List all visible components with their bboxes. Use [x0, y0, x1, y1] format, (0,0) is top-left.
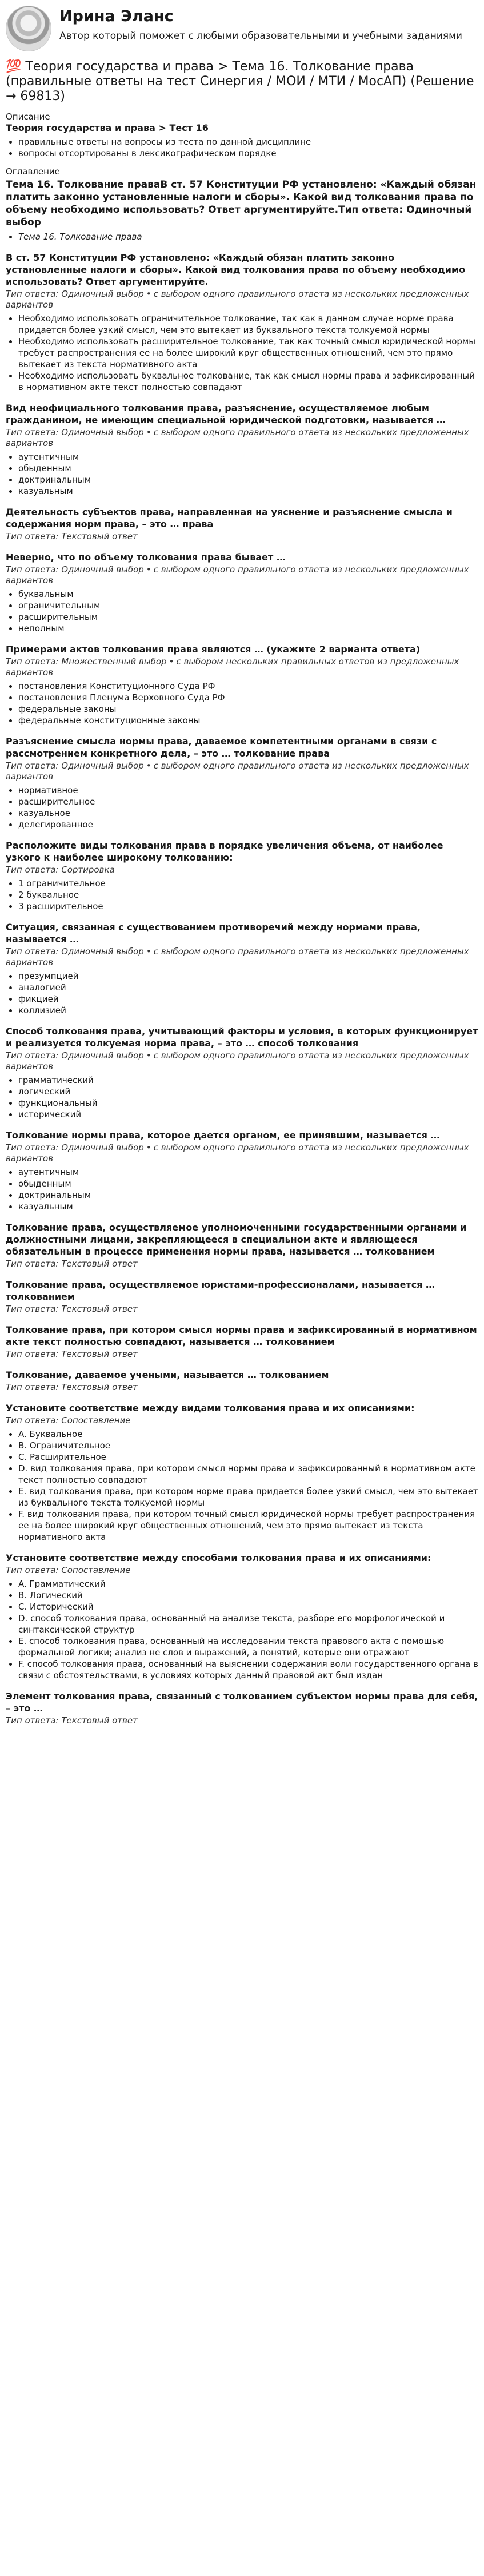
- question-text: Толкование права, осуществляемое уполномоченными государственными органами и должностными лицами, закрепляющееся в специальном акте и являющееся обязательным в процессе применения нормы права, называется … толкованием: [6, 1222, 467, 1257]
- option-item: • A. Буквальное: [18, 1428, 478, 1440]
- question-text: Примерами актов толкования права являются … (укажите 2 варианта ответа): [6, 644, 421, 655]
- answer-type-note: с выбором одного правильного ответа из нескольких предложенных вариантов: [6, 946, 469, 968]
- question-text: Расположите виды толкования права в порядке увеличения объема, от наиболее узкого к наиболее широкому толкованию:: [6, 840, 443, 863]
- answer-type-value: Сопоставление: [61, 1565, 131, 1575]
- question-block: [6, 1221, 478, 1269]
- bullet-separator-icon: •: [146, 427, 151, 437]
- options-list: [6, 313, 478, 393]
- option-item: • аутентичным: [18, 451, 478, 463]
- option-item: • федеральные конституционные законы: [18, 715, 478, 726]
- option-item: • доктринальным: [18, 474, 478, 485]
- question-text: Разъяснение смысла нормы права, даваемое компетентными органами в связи с рассмотрением конкретного дела, – это … толкование права: [6, 736, 437, 759]
- answer-type-label: Тип ответа:: [6, 865, 59, 875]
- answer-type-note: с выбором одного правильного ответа из нескольких предложенных вариантов: [6, 289, 469, 310]
- question-text: Способ толкования права, учитывающий факторы и условия, в которых функционирует и реализуется толкуемая норма права, – это … способ толкования: [6, 1026, 478, 1049]
- option-item: • Необходимо использовать расширительное толкование, так как точный смысл юридической нормы требует распространения ее на более широкий круг общественных отношений, чем это прямо вытекает из текста нормативного акта: [18, 336, 478, 370]
- answer-type: [6, 531, 478, 542]
- options-list: [6, 878, 478, 912]
- bullet-separator-icon: •: [146, 946, 151, 957]
- answer-type-note: с выбором одного правильного ответа из нескольких предложенных вариантов: [6, 1050, 469, 1072]
- option-item: • D. способ толкования права, основанный на анализе текста, разборе его морфологической и синтаксической структур: [18, 1613, 478, 1635]
- question-block: [6, 921, 478, 1016]
- answer-type-label: Тип ответа:: [6, 1050, 59, 1061]
- question-block: [6, 735, 478, 830]
- question-text: В ст. 57 Конституции РФ установлено: «Каждый обязан платить законно установленные налоги и сборы». Какой вид толкования права по объему необходимо использовать? Ответ аргументируйте.: [6, 252, 466, 287]
- answer-type-value: Сортировка: [61, 865, 115, 875]
- option-item: • казуальным: [18, 1201, 478, 1212]
- page-title: 💯 Теория государства и права > Тема 16. Толкование права (правильные ответы на тест Синергия / МОИ / МТИ / МосАП) (Решение → 69813): [6, 59, 474, 103]
- bullet-separator-icon: •: [146, 761, 151, 771]
- bullet-separator-icon: •: [169, 656, 174, 667]
- question-block: [6, 1402, 478, 1543]
- option-item: • расширительным: [18, 611, 478, 623]
- answer-type-label: Тип ответа:: [6, 427, 59, 437]
- answer-type: [6, 946, 478, 968]
- answer-type-value: Одиночный выбор: [61, 427, 144, 437]
- question-block: [6, 1552, 478, 1681]
- option-item: • C. Исторический: [18, 1601, 478, 1613]
- options-list: [6, 680, 478, 726]
- answer-type-value: Сопоставление: [61, 1415, 131, 1426]
- answer-type: [6, 1349, 478, 1360]
- answer-type: [6, 1259, 478, 1269]
- options-list: [6, 785, 478, 830]
- option-item: • функциональный: [18, 1097, 478, 1109]
- options-list: [6, 588, 478, 634]
- answer-type-label: Тип ответа:: [6, 1142, 59, 1153]
- options-list: [6, 451, 478, 497]
- answer-type-value: Текстовый ответ: [61, 1304, 138, 1314]
- answer-type: [6, 427, 478, 449]
- description-heading: Теория государства и права > Тест 16: [6, 122, 209, 133]
- answer-type-value: Одиночный выбор: [61, 564, 144, 575]
- question-block: [6, 1025, 478, 1120]
- bullet-separator-icon: •: [146, 564, 151, 575]
- answer-type: [6, 564, 478, 586]
- question-block: [6, 551, 478, 634]
- answer-type-value: Текстовый ответ: [61, 1349, 138, 1359]
- option-item: • 3 расширительное: [18, 901, 478, 912]
- answer-type-label: Тип ответа:: [6, 656, 59, 667]
- option-item: • буквальным: [18, 588, 478, 600]
- question-text: Установите соответствие между способами толкования права и их описаниями:: [6, 1552, 431, 1563]
- question-block: [6, 252, 478, 393]
- option-item: • аутентичным: [18, 1166, 478, 1178]
- option-item: • казуальное: [18, 807, 478, 819]
- question-block: [6, 839, 478, 912]
- avatar[interactable]: [6, 6, 51, 51]
- option-item: • казуальным: [18, 485, 478, 497]
- answer-type-label: Тип ответа:: [6, 289, 59, 299]
- options-list: [6, 1578, 478, 1681]
- answer-type-value: Множественный выбор: [61, 656, 167, 667]
- option-item: • D. вид толкования права, при котором смысл нормы права и зафиксированный в нормативном акте текст полностью совпадают: [18, 1463, 478, 1486]
- description-item: • правильные ответы на вопросы из теста по данной дисциплине: [18, 136, 478, 148]
- answer-type: [6, 1304, 478, 1315]
- option-item: • обыденным: [18, 463, 478, 474]
- answer-type: [6, 289, 478, 310]
- option-item: • нормативное: [18, 785, 478, 796]
- answer-type-label: Тип ответа:: [6, 1715, 59, 1726]
- option-item: • E. вид толкования права, при котором норме права придается более узкий смысл, чем это вытекает из буквального текста толкуемой нормы: [18, 1486, 478, 1508]
- answer-type-value: Текстовый ответ: [61, 1259, 138, 1269]
- bullet-separator-icon: •: [146, 1050, 151, 1061]
- option-item: • B. Ограничительное: [18, 1440, 478, 1451]
- question-text: Неверно, что по объему толкования права бывает …: [6, 552, 286, 563]
- question-text: Толкование нормы права, которое дается органом, ее принявшим, называется …: [6, 1130, 440, 1141]
- bullet-separator-icon: •: [146, 289, 151, 299]
- option-item: • Необходимо использовать ограничительное толкование, так как в данном случае норме права придается более узкий смысл, чем это вытекает из буквального текста толкуемой нормы: [18, 313, 478, 336]
- question-text: Толкование права, при котором смысл нормы права и зафиксированный в нормативном акте текст полностью совпадают, называется … толкованием: [6, 1324, 477, 1347]
- answer-type-note: с выбором одного правильного ответа из нескольких предложенных вариантов: [6, 564, 469, 586]
- answer-type-label: Тип ответа:: [6, 1565, 59, 1575]
- answer-type-label: Тип ответа:: [6, 1349, 59, 1359]
- questions-list: [6, 252, 478, 1726]
- option-item: • B. Логический: [18, 1590, 478, 1601]
- option-item: • делегированное: [18, 819, 478, 830]
- answer-type-value: Одиночный выбор: [61, 1050, 144, 1061]
- answer-type-label: Тип ответа:: [6, 1382, 59, 1392]
- options-list: [6, 1428, 478, 1543]
- question-block: [6, 643, 478, 726]
- question-block: [6, 402, 478, 497]
- option-item: • аналогией: [18, 982, 478, 993]
- bullet-separator-icon: •: [146, 1142, 151, 1153]
- answer-type-label: Тип ответа:: [6, 1304, 59, 1314]
- answer-type-label: Тип ответа:: [6, 564, 59, 575]
- options-list: [6, 970, 478, 1016]
- toc-list: [6, 231, 478, 242]
- option-item: • F. вид толкования права, при котором точный смысл юридической нормы требует распространения ее на более широкий круг общественных отношений, чем это прямо вытекает из текста нормативного акта: [18, 1508, 478, 1543]
- option-item: • A. Грамматический: [18, 1578, 478, 1590]
- option-item: • логический: [18, 1086, 478, 1097]
- answer-type-value: Одиночный выбор: [61, 761, 144, 771]
- answer-type-value: Текстовый ответ: [61, 1382, 138, 1392]
- answer-type: [6, 1142, 478, 1164]
- option-item: • ограничительным: [18, 600, 478, 611]
- question-block: [6, 506, 478, 542]
- answer-type-label: Тип ответа:: [6, 761, 59, 771]
- question-text: Вид неофициального толкования права, разъяснение, осуществляемое любым гражданином, не имеющим специальной юридической подготовки, называется …: [6, 403, 446, 425]
- answer-type: [6, 1050, 478, 1072]
- answer-type-label: Тип ответа:: [6, 1415, 59, 1426]
- option-item: • Необходимо использовать буквальное толкование, так как смысл нормы права и зафиксированный в нормативном акте текст полностью совпадают: [18, 370, 478, 393]
- answer-type-label: Тип ответа:: [6, 1259, 59, 1269]
- answer-type-note: с выбором одного правильного ответа из нескольких предложенных вариантов: [6, 427, 469, 448]
- answer-type-label: Тип ответа:: [6, 946, 59, 957]
- answer-type-value: Текстовый ответ: [61, 531, 138, 542]
- description-item: • вопросы отсортированы в лексикографическом порядке: [18, 148, 478, 159]
- question-text: Толкование, даваемое учеными, называется … толкованием: [6, 1369, 329, 1380]
- option-item: • C. Расширительное: [18, 1451, 478, 1463]
- question-text: Деятельность субъектов права, направленная на уяснение и разъяснение смысла и содержания норм права, – это … права: [6, 507, 453, 529]
- option-item: • фикцией: [18, 993, 478, 1005]
- option-item: • 1 ограничительное: [18, 878, 478, 889]
- question-text: Толкование права, осуществляемое юристами-профессионалами, называется … толкованием: [6, 1279, 435, 1302]
- option-item: • постановления Конституционного Суда РФ: [18, 680, 478, 692]
- options-list: [6, 1074, 478, 1120]
- question-text: Элемент толкования права, связанный с толкованием субъектом нормы права для себя, – это …: [6, 1691, 478, 1714]
- answer-type-note: с выбором одного правильного ответа из нескольких предложенных вариантов: [6, 1142, 469, 1164]
- option-item: • постановления Пленума Верховного Суда РФ: [18, 692, 478, 703]
- answer-type-value: Одиночный выбор: [61, 946, 144, 957]
- toc-item[interactable]: • Тема 16. Толкование права: [18, 231, 478, 242]
- answer-type: [6, 865, 478, 875]
- option-item: • обыденным: [18, 1178, 478, 1189]
- description-label: Описание: [6, 112, 50, 122]
- option-item: • неполным: [18, 623, 478, 634]
- options-list: [6, 1166, 478, 1212]
- answer-type-value: Одиночный выбор: [61, 1142, 144, 1153]
- option-item: • E. способ толкования права, основанный на исследовании текста правового акта с помощью формальной логики; анализ не слов и выражений, а понятий, которые они отражают: [18, 1635, 478, 1658]
- answer-type-note: с выбором одного правильного ответа из нескольких предложенных вариантов: [6, 761, 469, 782]
- answer-type: [6, 1382, 478, 1393]
- option-item: • расширительное: [18, 796, 478, 807]
- question-block: [6, 1324, 478, 1360]
- answer-type-value: Текстовый ответ: [61, 1715, 138, 1726]
- question-block: [6, 1690, 478, 1726]
- option-item: • федеральные законы: [18, 703, 478, 715]
- option-item: • грамматический: [18, 1074, 478, 1086]
- question-block: [6, 1129, 478, 1212]
- option-item: • презумпцией: [18, 970, 478, 982]
- toc-label: Оглавление: [6, 166, 60, 177]
- answer-type: [6, 1565, 478, 1576]
- author-name[interactable]: Ирина Эланс: [59, 7, 174, 25]
- answer-type-note: с выбором нескольких правильных ответов из предложенных вариантов: [6, 656, 459, 678]
- toc-title: Тема 16. Толкование праваВ ст. 57 Конституции РФ установлено: «Каждый обязан платить законно установленные налоги и сборы». Какой вид толкования права по объему необходимо использовать? Ответ аргументируйте.Тип ответа: Одиночный выбор: [6, 179, 477, 228]
- description-list: [6, 136, 478, 159]
- answer-type: [6, 656, 478, 678]
- question-text: Установите соответствие между видами толкования права и их описаниями:: [6, 1403, 415, 1414]
- author-card: [6, 0, 478, 51]
- question-block: [6, 1279, 478, 1315]
- answer-type: [6, 1415, 478, 1426]
- option-item: • доктринальным: [18, 1189, 478, 1201]
- option-item: • коллизией: [18, 1005, 478, 1016]
- answer-type: [6, 1715, 478, 1726]
- question-text: Ситуация, связанная с существованием противоречий между нормами права, называется …: [6, 922, 421, 945]
- option-item: • 2 буквальное: [18, 889, 478, 901]
- answer-type: [6, 761, 478, 782]
- author-info: [59, 6, 462, 43]
- option-item: • F. способ толкования права, основанный на выяснении содержания воли государственного органа в связи с обстоятельствами, в условиях которых данный правовой акт был издан: [18, 1658, 478, 1681]
- question-block: [6, 1369, 478, 1393]
- answer-type-value: Одиночный выбор: [61, 289, 144, 299]
- author-description: Автор который поможет с любыми образовательными и учебными заданиями: [59, 30, 462, 42]
- answer-type-label: Тип ответа:: [6, 531, 59, 542]
- option-item: • исторический: [18, 1109, 478, 1120]
